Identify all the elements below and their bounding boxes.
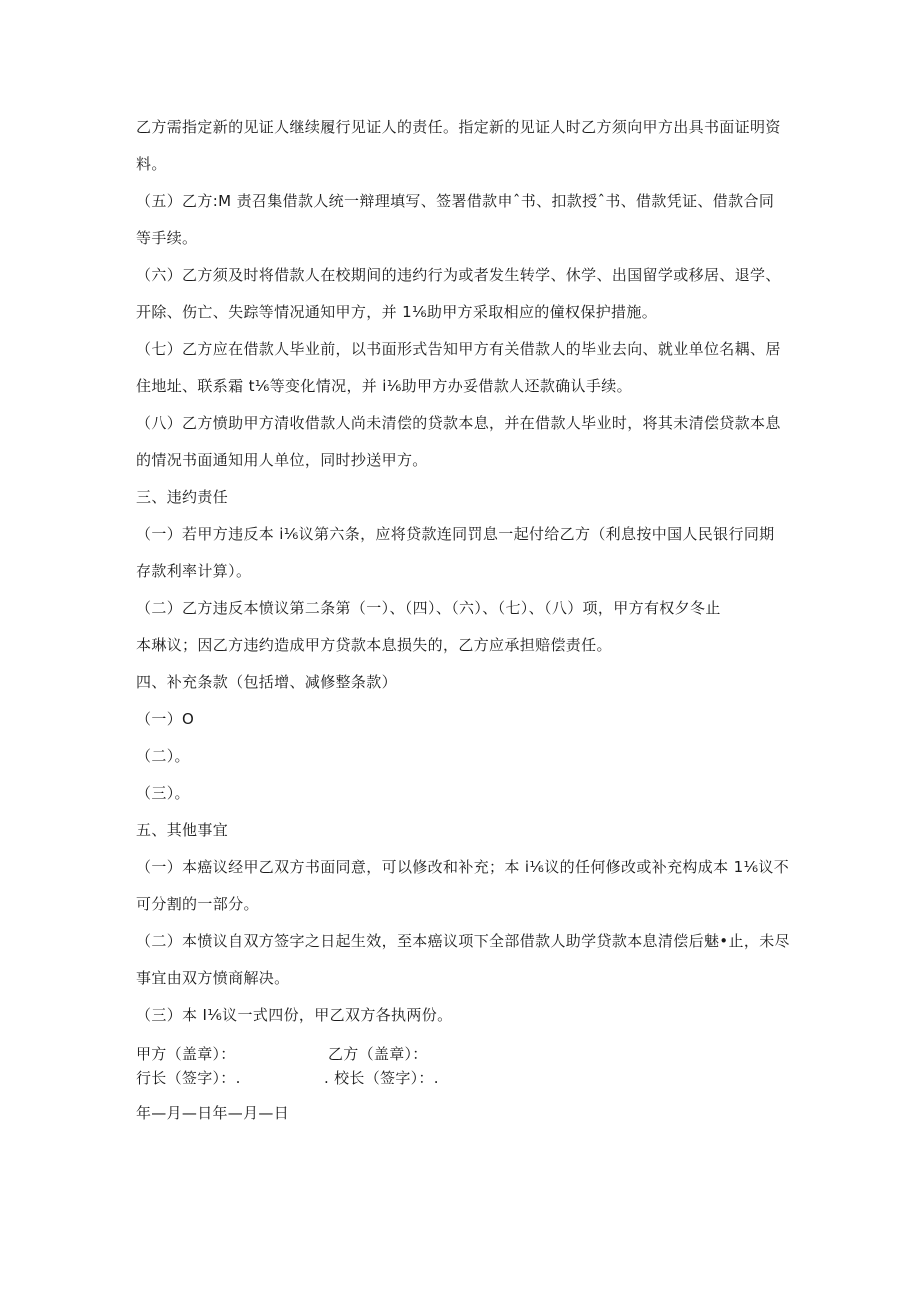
paragraph-line: （三）。: [136, 784, 190, 802]
paragraph-line: 乙方需指定新的见证人继续履行见证人的责任。指定新的见证人时乙方须向甲方出具书面证明资: [136, 118, 781, 136]
paragraph-line: 可分割的一部分。: [136, 895, 259, 913]
paragraph-line: 本琳议；因乙方违约造成甲方贷款本息损失的，乙方应承担赔偿责任。: [136, 636, 612, 654]
paragraph-line: 住地址、联系霜 t⅙等变化情况，并 i⅙助甲方办妥借款人还款确认手续。: [136, 377, 632, 395]
paragraph-line: （三）本 I⅙议一式四份，甲乙双方各执两份。: [136, 1006, 453, 1024]
paragraph-line: （二）本愤议自双方签字之日起生效，至本癌议项下全部借款人助学贷款本息清偿后魅•止，未尽: [136, 932, 790, 950]
paragraph-line: 等手续。: [136, 229, 198, 247]
section-heading: 五、其他事宜: [136, 821, 229, 839]
paragraph-line: 的情况书面通知用人单位，同时抄送甲方。: [136, 451, 428, 469]
paragraph-line: （六）乙方须及时将借款人在校期间的违约行为或者发生转学、休学、出国留学或移居、退学、: [136, 266, 781, 284]
paragraph-line: （一）O: [136, 710, 195, 728]
date-line: 年—月—日年—月—日: [136, 1104, 290, 1122]
paragraph-line: （一）本癌议经甲乙双方书面同意，可以修改和补充；本 i⅙议的任何修改或补充构成本 1⅙议不: [136, 858, 790, 876]
paragraph-line: （八）乙方愤助甲方清收借款人尚未清偿的贷款本息，并在借款人毕业时，将其未清偿贷款本息: [136, 414, 781, 432]
section-heading: 三、违约责任: [136, 488, 229, 506]
party-b-seal-label: 乙方（盖章）：: [328, 1045, 428, 1063]
paragraph-line: （五）乙方:M 责召集借款人统一辩理填写、签署借款申ˆ书、扣款授ˆ书、借款凭证、借款合同: [136, 192, 775, 210]
paragraph-line: （一）若甲方违反本 i⅙议第六条，应将贷款连同罚息一起付给乙方（利息按中国人民银行同期: [136, 525, 775, 543]
section-heading: 四、补充条款（包括增、减修整条款）: [136, 673, 397, 691]
party-a-seal-label: 甲方（盖章）：: [136, 1045, 236, 1063]
paragraph-line: 料。: [136, 155, 167, 173]
paragraph-line: 存款利率计算）。: [136, 562, 252, 580]
paragraph-line: （二）乙方违反本愤议第二条第（一）、（四）、（六）、（七）、（八）项，甲方有权夕冬止: [136, 599, 721, 617]
paragraph-line: 事宜由双方愤商解决。: [136, 969, 290, 987]
party-b-sign-label: . 校长（签字）：.: [324, 1069, 439, 1087]
paragraph-line: 开除、伤亡、失踪等情况通知甲方，并 1⅙助甲方采取相应的僮权保护措施。: [136, 303, 658, 321]
party-a-sign-label: 行长（签字）：.: [136, 1069, 241, 1087]
paragraph-line: （二）。: [136, 747, 190, 765]
paragraph-line: （七）乙方应在借款人毕业前，以书面形式告知甲方有关借款人的毕业去向、就业单位名耦、居: [136, 340, 781, 358]
